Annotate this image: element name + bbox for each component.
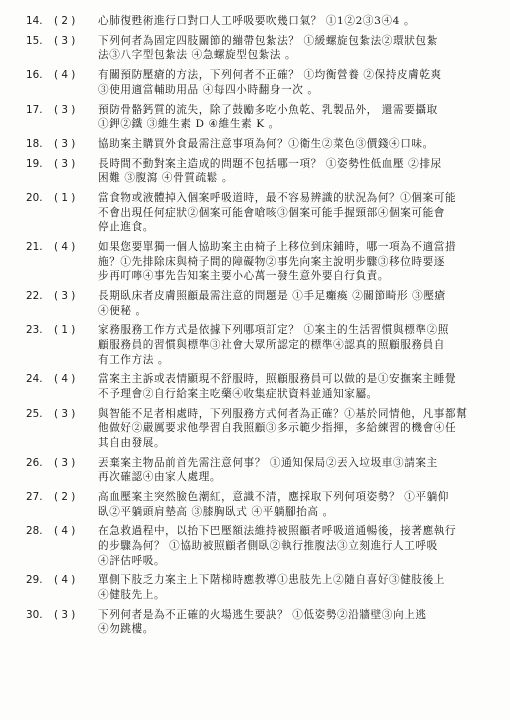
question-text	[98, 191, 490, 235]
question-text-line: ①鉀②鐵 ③維生素 D ④維生素 K 。	[98, 118, 280, 131]
answer-key: ( 2 )	[54, 15, 76, 27]
answer-key: ( 3 )	[54, 157, 76, 170]
answer-key: ( 3 )	[54, 407, 76, 420]
question-text-line: 有工作方法 。	[98, 353, 170, 366]
question-text-line: 其自由發展。	[98, 436, 166, 449]
answer-key: ( 4 )	[54, 241, 76, 254]
question-item	[26, 137, 490, 152]
question-text-line: 困難 ③腹瀉 ④骨質疏鬆 。	[98, 172, 234, 185]
question-number: 29.	[26, 574, 43, 587]
question-text	[98, 372, 490, 401]
answer-key: ( 3 )	[54, 137, 76, 150]
question-text-line: ④便秘 。	[98, 304, 147, 317]
question-text-line: 在急救過程中，以抬下巴壓額法維持被照顧者呼吸道通暢後，接著應執行	[98, 525, 457, 538]
question-text	[98, 34, 490, 63]
question-text-line: 心肺復甦術進行口對口人工呼吸要吹幾口氣？ ①1②2③3④4 。	[98, 15, 416, 27]
question-text	[98, 137, 490, 152]
question-text	[98, 573, 490, 602]
question-number: 18.	[26, 137, 43, 150]
question-number: 25.	[26, 407, 43, 420]
question-item	[26, 372, 490, 401]
question-text	[98, 524, 490, 568]
question-text-line: 高血壓案主突然臉色潮紅，意識不清，應採取下列何項姿勢？ ①平躺仰	[98, 491, 449, 504]
question-number: 24.	[26, 373, 43, 386]
question-text-line: 協助案主購買外食最需注意事項為何？①衛生②菜色③價錢④口味。	[98, 137, 434, 150]
question-item	[26, 191, 490, 235]
question-item	[26, 490, 490, 519]
question-text-line: 與智能不足者相處時，下列服務方式何者為正確？①基於同情他，凡事都幫	[98, 407, 468, 420]
question-item	[26, 68, 490, 97]
question-text-line: 下列何者為固定四肢關節的繃帶包紮法？ ①緩螺旋包紮法②環狀包紮	[98, 34, 438, 47]
question-number: 22.	[26, 290, 43, 302]
question-text-line: 停止進食。	[98, 221, 154, 234]
question-item	[26, 323, 490, 367]
question-text-line: 施？①先排除床與椅子間的障礙物②事先向案主說明步驟③移位時要逐	[98, 255, 446, 268]
question-number: 23.	[26, 324, 43, 337]
question-item	[26, 407, 490, 451]
question-text-line: ③使用適當輔助用品 ④每四小時翻身一次 。	[98, 83, 319, 96]
question-number: 27.	[26, 491, 43, 504]
question-text	[98, 490, 490, 519]
question-item	[26, 103, 490, 132]
question-text-line: 家務服務工作方式是依據下列哪項訂定？ ①案主的生活習慣與標準②照	[98, 324, 449, 337]
question-text	[98, 407, 490, 451]
question-number: 15.	[26, 34, 43, 47]
question-text-line: ④健肢先上。	[98, 589, 166, 601]
question-item	[26, 157, 490, 186]
question-item	[26, 289, 490, 318]
question-text-line: 長時間不動對案主造成的問題不包括哪一項？ ①姿勢性低血壓 ②排尿	[98, 157, 442, 170]
question-item	[26, 240, 490, 284]
question-text-line: 預防骨骼鈣質的流失，除了鼓勵多吃小魚乾、乳製品外， 還需要攝取	[98, 103, 438, 116]
question-text-line: 顧服務員的習慣與標準③社會大眾所認定的標準④認真的照顧服務員自	[98, 338, 446, 351]
question-item	[26, 608, 490, 637]
question-item	[26, 573, 490, 602]
question-item	[26, 524, 490, 568]
question-text-line: 不會出現任何症狀②個案可能會嗆咳③個案可能手握頸部④個案可能會	[98, 206, 446, 219]
question-number: 14.	[26, 15, 43, 27]
question-text	[98, 608, 490, 637]
question-text	[98, 456, 490, 485]
answer-key: ( 1 )	[54, 324, 76, 337]
question-text-line: 臥②平躺頭肩墊高 ③膝胸臥式 ④平躺腳抬高 。	[98, 505, 334, 518]
question-text	[98, 157, 490, 186]
question-number: 26.	[26, 456, 43, 469]
question-text-line: 法③八字型包紮法 ④急螺旋型包紮法 。	[98, 49, 297, 62]
question-number: 30.	[26, 608, 43, 621]
question-number: 16.	[26, 69, 43, 82]
question-text	[98, 68, 490, 97]
question-text-line: 步再叮嚀④事先告知案主要小心萬一發生意外要自行負責。	[98, 270, 390, 283]
question-text-line: ④評估呼吸。	[98, 554, 166, 567]
question-text	[98, 240, 490, 284]
question-text	[98, 103, 490, 132]
answer-key: ( 3 )	[54, 608, 76, 621]
question-text	[98, 323, 490, 367]
answer-key: ( 3 )	[54, 456, 76, 469]
question-number: 19.	[26, 157, 43, 170]
question-text-line: 的步驟為何？ ①協助被照顧者側臥②執行推腹法③立刻進行人工呼吸	[98, 540, 438, 553]
answer-key: ( 3 )	[54, 290, 76, 302]
question-text-line: 他做好②嚴厲要求他學習自我照顧③多示範少指揮，多給練習的機會④任	[98, 422, 457, 435]
question-text	[98, 14, 490, 29]
question-number: 28.	[26, 525, 43, 538]
question-text-line: 長期臥床者皮膚照顧最需注意的問題是 ①手足癱瘓 ②關節畸形 ③壓瘡	[98, 290, 446, 302]
question-number: 20.	[26, 192, 43, 205]
answer-key: ( 4 )	[54, 69, 76, 82]
question-text-line: 丟棄案主物品前首先需注意何事？ ①通知保局②丟入垃圾車③請案主	[98, 456, 438, 469]
question-number: 21.	[26, 241, 43, 254]
question-text-line: 不予理會②自行給案主吃藥④收集症狀資料並通知家屬。	[98, 387, 378, 400]
answer-key: ( 3 )	[54, 103, 76, 116]
question-text-line: 當食物或液體掉入個案呼吸道時，最不容易辨識的狀況為何？①個案可能	[98, 192, 457, 205]
question-item	[26, 34, 490, 63]
question-number: 17.	[26, 103, 43, 116]
question-text-line: 再次確認④由家人處理。	[98, 471, 222, 484]
question-text-line: 當案主主訴或表情顯現不舒服時，照顧服務員可以做的是①安撫案主睡覺	[98, 373, 457, 386]
answer-key: ( 3 )	[54, 34, 76, 47]
question-text-line: 有關預防壓瘡的方法，下列何者不正確？ ①均衡營養 ②保持皮膚乾爽	[98, 69, 442, 82]
question-item	[26, 456, 490, 485]
question-item	[26, 14, 490, 29]
answer-key: ( 4 )	[54, 525, 76, 538]
answer-key: ( 2 )	[54, 491, 76, 504]
answer-key: ( 4 )	[54, 373, 76, 386]
question-text-line: 下列何者是為不正確的火場逃生要訣？ ①低姿勢②沿牆壁③向上逃	[98, 608, 427, 621]
question-text-line: ④勿跳樓。	[98, 623, 154, 636]
question-text-line: 單側下肢乏力案主上下階梯時應教導①患肢先上②隨自喜好③健肢後上	[98, 574, 446, 587]
question-text-line: 如果您要單獨一個人協助案主由椅子上移位到床鋪時，哪一項為不適當措	[98, 241, 457, 254]
answer-key: ( 1 )	[54, 192, 76, 205]
question-text	[98, 289, 490, 318]
answer-key: ( 4 )	[54, 574, 76, 587]
